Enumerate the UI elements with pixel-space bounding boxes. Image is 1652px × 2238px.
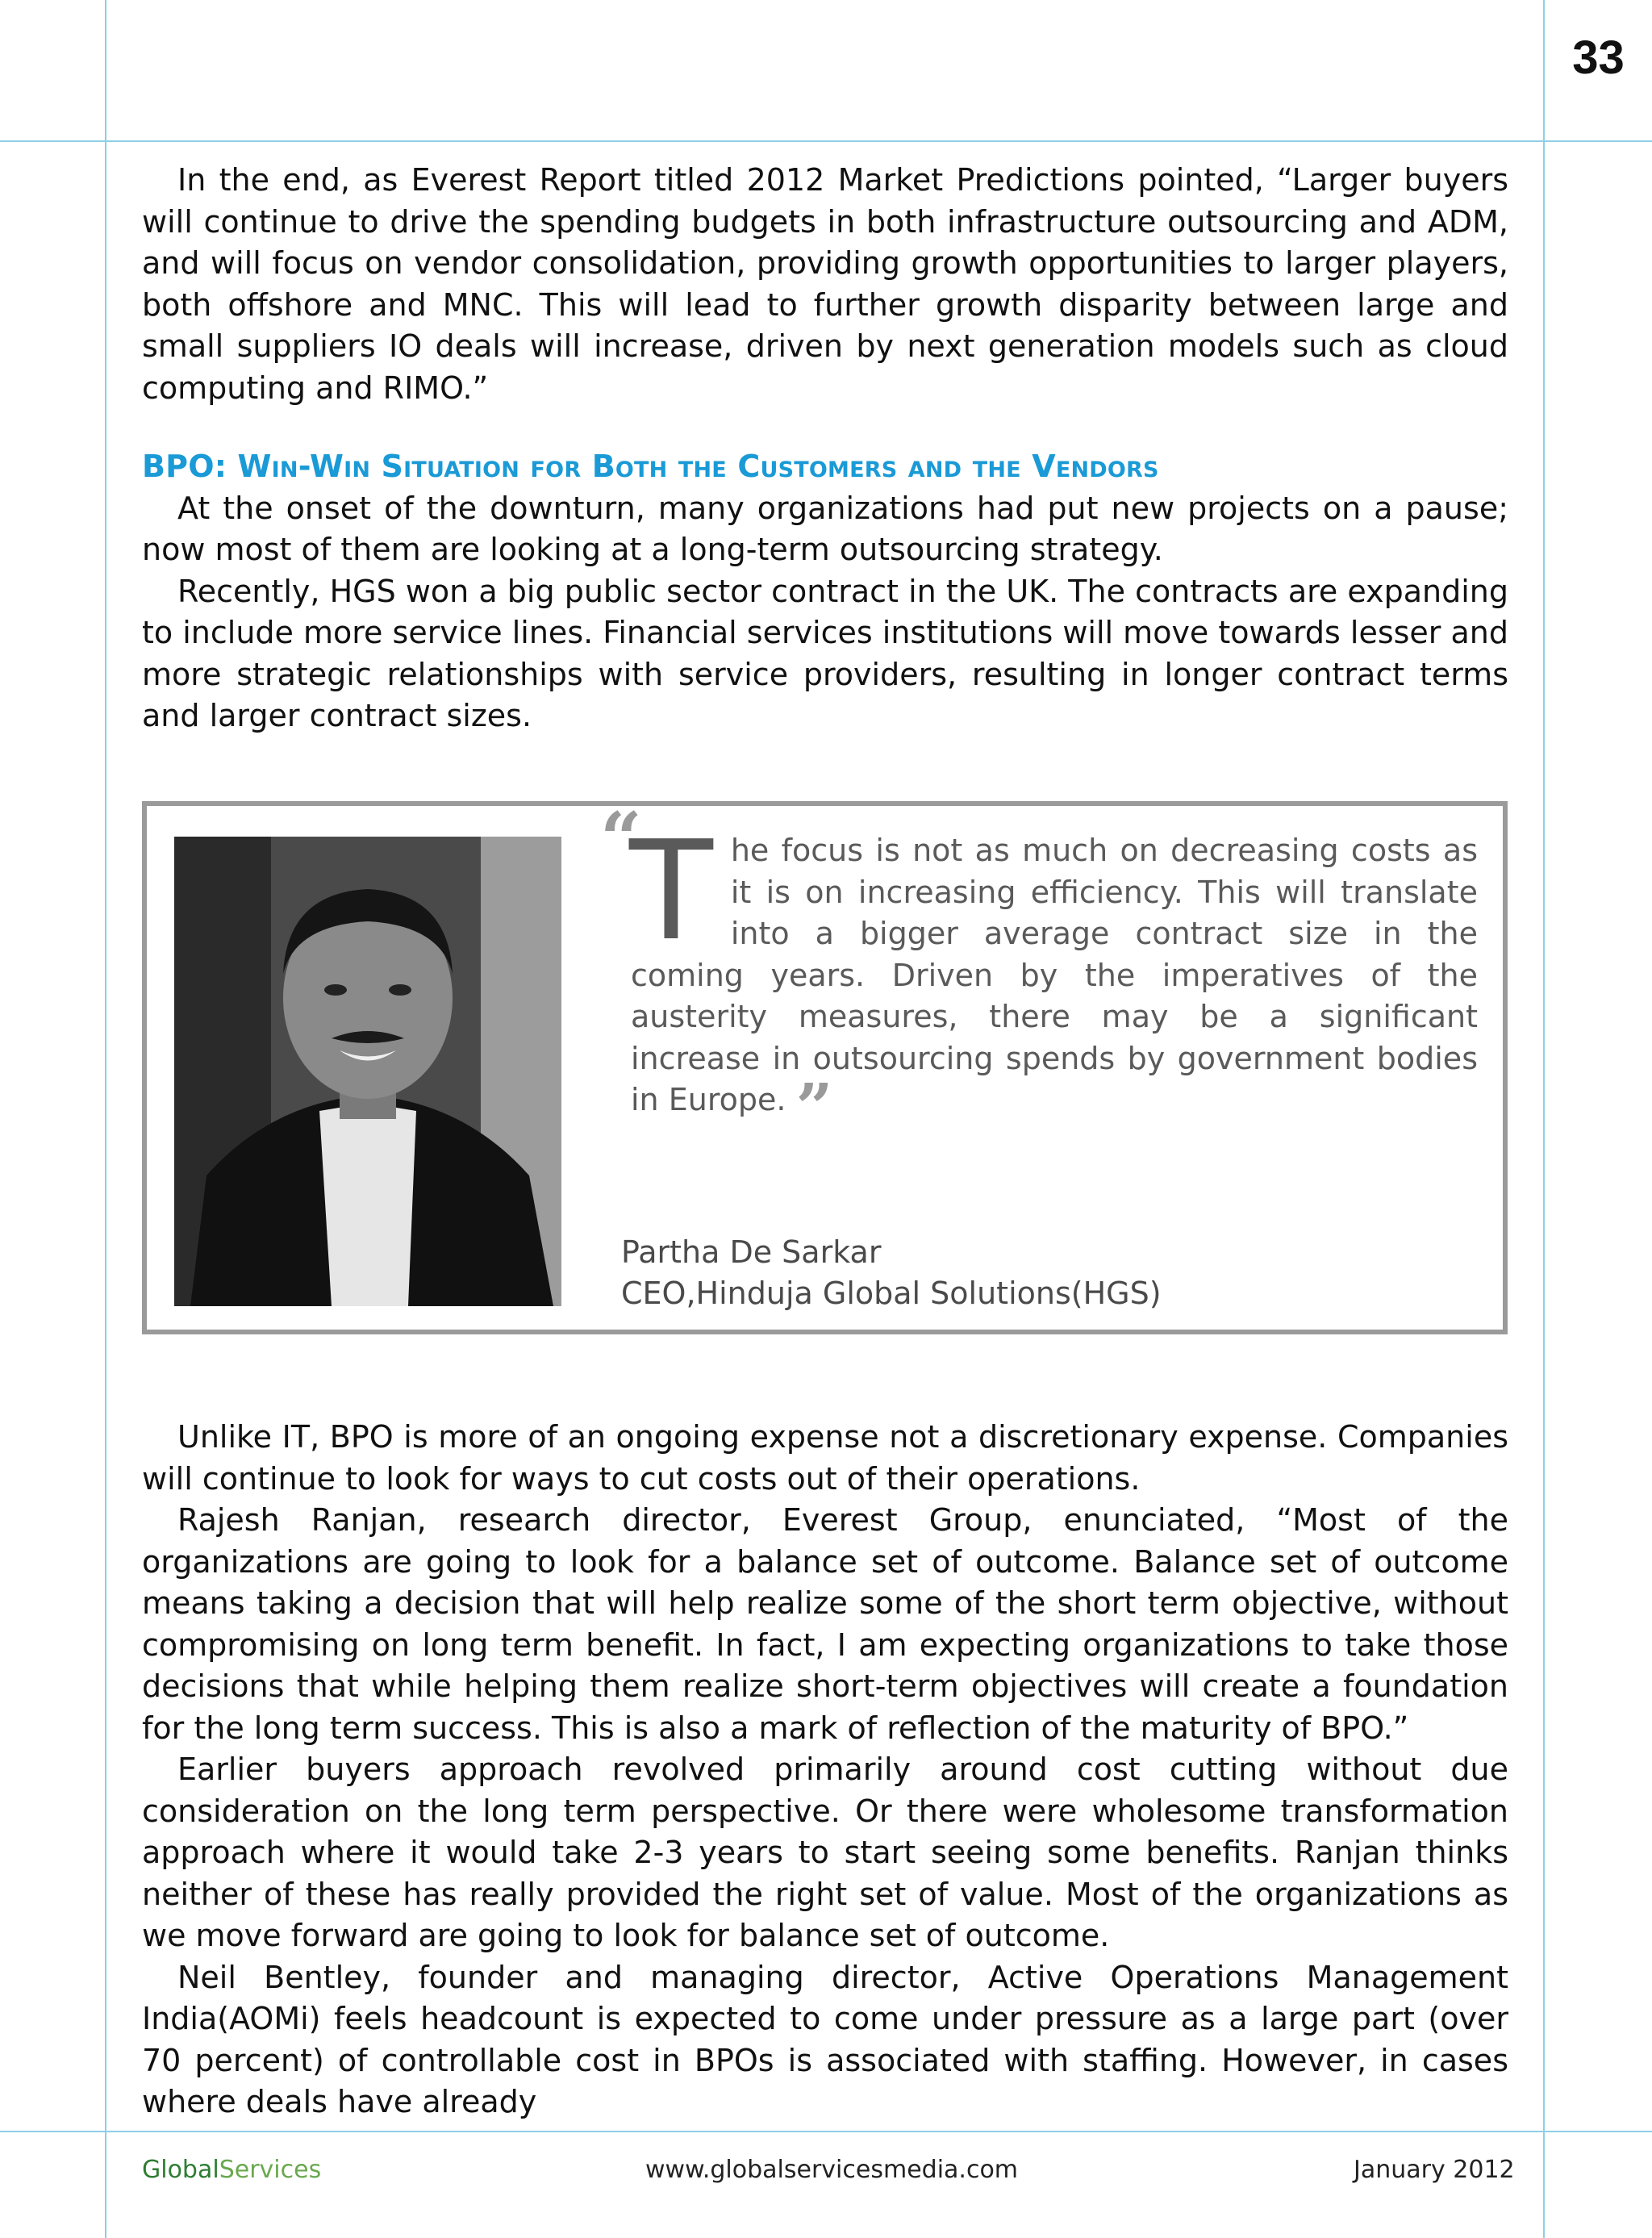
body-paragraph: Unlike IT, BPO is more of an ongoing expense not a discretionary expense. Companies will continue to look for ways to cut costs out of their operations.	[142, 1419, 1508, 1497]
body-paragraph: Earlier buyers approach revolved primarily around cost cutting without due consideration on the long term perspective. Or there were wholesome transformation approach where it would take 2-3 years to start seeing some benefits. Ranjan thinks neither of these has really provided the right set of value. Most of the organizations as we move forward are going to look for balance set of outcome.	[142, 1752, 1508, 1953]
quote-body: he focus is not as much on decreasing costs as it is on increasing efficiency. This will translate into a bigger average contract size in the coming years. Driven by the imperatives of the austerity measures, there may be a significant increase in outsourcing spends by government bodies in Europe.	[631, 833, 1478, 1117]
body-paragraph: Neil Bentley, founder and managing director, Active Operations Management India(AOMi) feels headcount is expected to come under pressure as a large part (over 70 percent) of controllable cost in BPOs is associated with staffing. However, in cases where deals have already	[142, 1959, 1508, 2119]
portrait-illustration	[174, 837, 561, 1306]
brand-services: Services	[219, 2156, 322, 2184]
bottom-margin-line	[0, 2131, 1652, 2132]
footer-date: January 2012	[1354, 2156, 1515, 2184]
body-paragraph: Rajesh Ranjan, research director, Everest Group, enunciated, “Most of the organizations are going to look for a balance set of outcome. Balance set of outcome means taking a decision that will help realize some of the short term objective, without compromising on long term benefit. In fact, I am expecting organizations to take those decisions that while helping them realize short-term objectives will create a foundation for the long term success. This is also a mark of reflection of the maturity of BPO.”	[142, 1502, 1508, 1746]
top-margin-line	[0, 140, 1652, 142]
intro-paragraph: In the end, as Everest Report titled 2012 Market Predictions pointed, “Larger buyers will continue to drive the spending budgets in both infrastructure outsourcing and ADM, and will focus on vendor consolidation, providing growth opportunities to larger players, both offshore and MNC. This will lead to further growth disparity between large and small suppliers IO deals will increase, driven by next generation models such as cloud computing and RIMO.”	[142, 162, 1508, 406]
drop-cap: T	[629, 812, 713, 971]
right-margin-line	[1543, 0, 1545, 2238]
quote-author-title: CEO,Hinduja Global Solutions(HGS)	[621, 1276, 1162, 1311]
section-heading: BPO: Win-Win Situation for Both the Customers and the Vendors	[142, 449, 1159, 484]
quote-text	[600, 796, 1478, 1145]
left-margin-line	[105, 0, 106, 2238]
body-block	[142, 1417, 1508, 2123]
intro-block	[142, 160, 1508, 409]
open-quote-mark: “	[600, 796, 642, 882]
close-quote-mark: ”	[795, 1069, 833, 1145]
section-paragraph: At the onset of the downturn, many organizations had put new projects on a pause; now most of them are looking at a long-term outsourcing strategy.	[142, 490, 1508, 567]
brand-global: Global	[142, 2156, 219, 2184]
footer-website[interactable]: www.globalservicesmedia.com	[645, 2156, 1019, 2184]
footer-brand	[142, 2156, 321, 2184]
section-block	[142, 446, 1508, 737]
page-number: 33	[1572, 31, 1625, 84]
quote-author-name: Partha De Sarkar	[621, 1234, 882, 1270]
portrait-photo	[174, 837, 561, 1306]
pull-quote-box	[142, 796, 1508, 1334]
section-paragraph: Recently, HGS won a big public sector contract in the UK. The contracts are expanding to include more service lines. Financial services institutions will move towards lesser and more strategic relationships with service providers, resulting in longer contract terms and larger contract sizes.	[142, 573, 1508, 733]
quote-attribution	[621, 1232, 1162, 1314]
